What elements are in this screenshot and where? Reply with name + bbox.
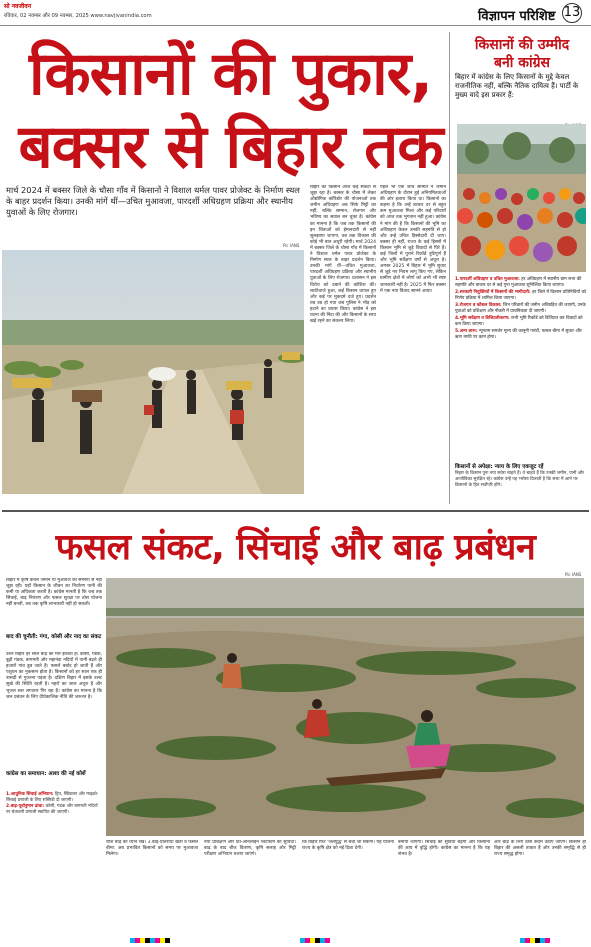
photo-credit: Pic IANS <box>283 243 300 248</box>
section-title: विज्ञापन परिशिष्ट <box>478 9 556 24</box>
list-item-text: सभी भूमि रिकॉर्ड को डिजिटल कर विवादों को कम किया जाएगा। <box>455 316 583 327</box>
lead-intro: मार्च 2024 में बक्सर जिले के चौसा गाँव में किसानों ने विशाल थर्मल पावर प्रोजेक्ट के निर्माण स्थल के बाहर प्रदर्शन किया। उनकी मांगें थीं—उचित मुआवजा, पारदर्शी अधिग्रहण प्रक्रिया और स्थानीय युवाओं के लिए रोजगार। <box>6 185 300 217</box>
print-color-bar <box>300 938 330 943</box>
list-item <box>455 329 587 341</box>
bottom-column-5: और बाढ़ के लिए ठोस कदम उठाए जाएंगे। किसान ही बिहार की असली ताकत हैं और उनकी समृद्धि से ही राज्य समृद्ध होगा। <box>494 840 586 858</box>
second-headline: फसल संकट, सिंचाई और बाढ़ प्रबंधन <box>55 527 536 568</box>
solution-list <box>6 792 102 816</box>
list-item <box>455 316 587 328</box>
list-item-title: 2.बाढ़-पूर्वानुमान ढांचा: <box>6 804 45 809</box>
photo-credit: Pic IANS <box>565 572 582 577</box>
second-subheading-2: कांग्रेस का समाधान: आशा की नई कोशें <box>6 771 86 777</box>
sidebar-promise-list <box>455 277 587 342</box>
bottom-column-3: कि बिहार फिर 'जलयुद्ध' से बचा जा सकेगा। यह योजना राज्य के कृषि क्षेत्र को नई दिशा देगी। <box>302 840 394 852</box>
column-divider <box>449 32 450 504</box>
list-item-text: ड्रिप, स्प्रिंकलर और माइक्रो-सिंचाई प्रणाली के लिए सब्सिडी दी जाएगी। <box>6 792 99 803</box>
congress-rally-photo <box>457 124 586 272</box>
list-item-title: 1.आधुनिक सिंचाई अभियान: <box>6 792 54 797</box>
dateline: रविवार, 02 नवम्बर और 09 नवम्बर, 2025 www.navjivanindia.com <box>4 13 152 19</box>
list-item <box>455 277 587 289</box>
second-intro-text: बिहार में कृषि केवल जमीन या मुआवजे की समस्या से नहीं जूझ रही। यहाँ किसान के जीवन का निर्धारण पानी की कमी या अधिकता करती है। कांग्रेस मानती है कि जब तक सिंचाई, बाढ़ नियंत्रण और फसल सुरक्षा पर ठोस योजना नहीं बनती, तब तक कृषि लाभकारी नहीं हो सकती। <box>6 578 102 608</box>
rally-crowd-illustration <box>457 124 586 272</box>
list-item-text: कोसी, गंडक और बागमती नदियों पर चेतावनी प्रणाली स्थापित की जाएगी। <box>6 804 98 815</box>
section-separator <box>2 510 589 512</box>
sidebar-title-line-2: बनी कांग्रेस <box>493 55 550 71</box>
list-item-text: हर जिले में किसान प्रतिनिधियों को निर्णय प्रक्रिया में शामिल किया जाएगा। <box>455 290 586 301</box>
sidebar-title-line-1: किसानों की उम्मीद <box>474 37 570 53</box>
list-item-title: 3.रोजगार व कौशल विकास: <box>455 303 502 308</box>
list-item <box>455 290 587 302</box>
bottom-column-4: बनाया जाएगा। सिंचाई की सुविधा बढ़ेगी और किसानों की आय में वृद्धि होगी। कांग्रेस का मानना है कि यह संभव है। <box>398 840 490 858</box>
list-item-text: जिन परिवारों की जमीन अधिग्रहित की जाएगी, उनके युवाओं को प्रशिक्षण और नौकरी में प्राथमिकता दी जाएगी। <box>455 303 586 314</box>
list-item-title: 1.पारदर्शी अधिग्रहण व उचित मुआवजा: <box>455 277 520 282</box>
headline-line-2: बक्सर से बिहार तक <box>18 112 443 182</box>
list-item <box>455 303 587 315</box>
headline-line-1: किसानों की पुकार, <box>29 39 432 109</box>
print-color-bar <box>130 938 170 943</box>
sidebar-subtext: बिहार के किसान पुनः नया सवेरा चाहते हैं। वे चाहते हैं कि उनकी जमीन, पानी और आजीविका सुरक्षित रहे। कांग्रेस उन्हें यह भरोसा दिलाती है कि सत्ता में आने पर किसानों के हित सर्वोपरि होंगे। <box>455 471 585 488</box>
lead-column-1: बिहार का किसान आज कई संकटों से जूझ रहा है। बक्सर के चौसा में लेकर औद्योगिक कॉरिडोर की योजनाओं तक जमीन अधिग्रहण अब सिर्फ मिट्टी का नहीं, बल्कि सम्मान, रोजगार और भविष्य का सवाल बन चुका है। कांग्रेस का मानना है कि जब तक किसानों की इन चिंताओं को ईमानदारी से नहीं सुलझाया जाएगा, तब तक विकास की कोई भी बात अधूरी रहेगी। मार्च 2024 में बक्सर जिले के चौसा गाँव में किसानों ने विशाल थर्मल पावर प्रोजेक्ट के निर्माण स्थल के बाहर प्रदर्शन किया। उनकी मांगें थीं—उचित मुआवजा, पारदर्शी अधिग्रहण प्रक्रिया और स्थानीय युवाओं के लिए रोजगार। प्रशासन ने इस विरोध को दबाने की कोशिश की। लाठीचार्ज हुआ, कई किसान घायल हुए और कई पर मुकदमे दर्ज हुए। प्रदर्शन तब उग्र हो गया जब पुलिस ने भीड़ को हटाने का प्रयास किया। कांग्रेस ने इस घटना की निंदा की और किसानों के साथ खड़े रहने का संकल्प लिया। <box>310 185 376 325</box>
farmers-protest-photo <box>2 250 304 494</box>
list-item-text: न्यूनतम समर्थन मूल्य की कानूनी गारंटी, फसल बीमा में सुधार और ऋण माफी पर काम होगा। <box>455 329 582 340</box>
list-item <box>6 804 102 816</box>
newspaper-brand: सो नवजीवन <box>4 3 32 10</box>
farmers-protest-illustration <box>2 250 304 494</box>
second-subheading-1: बाद की चुनौती: गंगा, कोसी और नाद का संकट <box>6 634 102 640</box>
flooded-field-photo <box>106 578 584 836</box>
bottom-column-2: नया प्रशिक्षण और फ्री-ऑनलाइन प्लेटफॉर्म की सुविधा। बाढ़ के बाद बीज वितरण, कृषि सलाह और मिट्टी परीक्षण अभियान चलाए जाएंगे। <box>204 840 296 858</box>
second-body-text: उत्तर बिहार हर साल बाढ़ की मार झेलता है। कोसी, गंडक, बूढ़ी गंडक, बागमती और महानंदा नदियों में पानी बढ़ते ही हजारों गांव डूब जाते हैं। फसलें बर्बाद हो जाती हैं और पशुधन का नुकसान होता है। किसानों को हर साल एक ही त्रासदी से गुजरना पड़ता है। दक्षिण बिहार में इसके उलट सूखे की स्थिति रहती है। नहरों का जाल अधूरा है और भूजल स्तर लगातार गिर रहा है। कांग्रेस का मानना है कि जल प्रबंधन के लिए दीर्घकालिक नीति की जरूरत है। <box>6 652 102 700</box>
bottom-column-1: राशि बाढ़ का ध्यान रखें। 3.बाढ़-प्रतिरोधी खेती व फसल बीमा: अब प्रभावित किसानों को समय पर मुआवजा मिलेगा। <box>106 840 198 858</box>
print-color-bar <box>520 938 550 943</box>
list-item-title: 2.सरकारी नियुक्तियों में किसानों की भागीदारी: <box>455 290 531 295</box>
sidebar-subheading: किसानों से अपेक्षा: न्याय के लिए एकजुट रहें <box>455 464 544 470</box>
list-item-text: हर अधिग्रहण में स्थानीय ग्राम सभा की सहमति और बाजार दर से कई गुना मुआवजा सुनिश्चित किया जाएगा। <box>455 277 582 288</box>
page-number: 13 <box>562 3 582 23</box>
list-item-title: 4.भूमि सर्वेक्षण व डिजिटलीकरण: <box>455 316 510 321</box>
lead-column-2: पहले भी एक जांच समिति ने जमीन अधिग्रहण के दौरान हुई अनियमितताओं की ओर इशारा किया था। किसानों का कहना है कि उन्हें बाजार दर से बहुत कम मुआवजा मिला और कई परिवारों को आज तक भुगतान नहीं हुआ। कांग्रेस ने मांग की है कि किसानों की भूमि का अधिग्रहण केवल उनकी सहमति से हो और उन्हें उचित हिस्सेदारी दी जाए। बक्सर ही नहीं, राज्य के कई हिस्सों में किसान भूमि से जुड़े विवादों से घिरे हैं। कई जिलों में पुराने रिकॉर्ड त्रुटिपूर्ण हैं और भूमि सर्वेक्षण वर्षों से अधूरा है। अगस्त 2025 में बिहार में भूमि सुधार से जुड़े नए नियम लागू किए गए, लेकिन ग्रामीण क्षेत्रों में लोगों को अभी भी स्पष्ट जानकारी नहीं है। 2025 में फिर बक्सर में एक नया विवाद सामने आया। <box>380 185 446 294</box>
list-item <box>6 792 102 804</box>
sidebar-intro: बिहार में कांग्रेस के लिए किसानों के मुद्दे केवल राजनीतिक नहीं, बल्कि नैतिक दायित्व हैं। पार्टी के मुख्य वादे इस प्रकार हैं: <box>455 73 579 99</box>
flood-women-illustration <box>106 578 584 836</box>
list-item-title: 5.अन्य लाभ: <box>455 329 478 334</box>
